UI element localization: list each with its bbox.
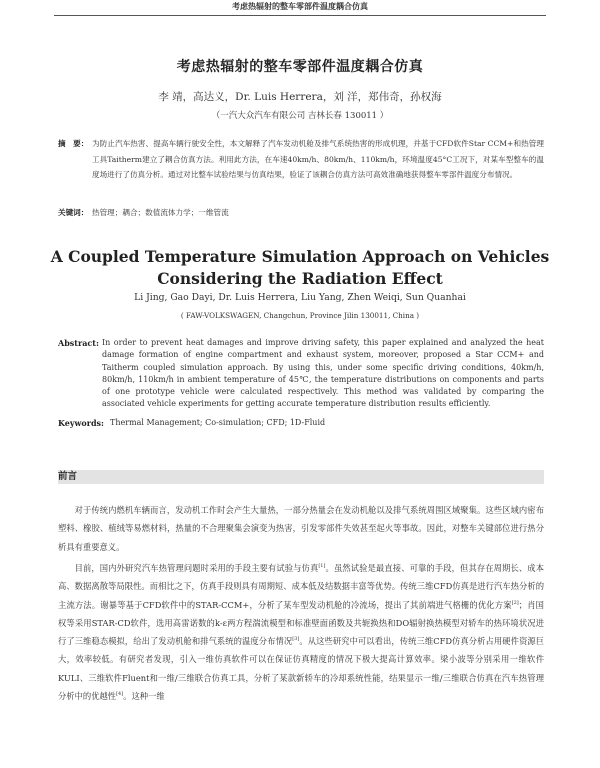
para2-segment-b: 。虽然试验是最直接、可靠的手段，但其存在周期长、成本高、数据离散等局限性。而相比之下，仿真手段则具有周期短、成本低及结数据丰富等优势。传统三维CFD仿真是进行汽车热分析的主流方法。谢暴等基于CFD软件中的STAR-CCM+，分析了某车型发动机舱的冷流场，提出了其前端进气格栅的优化方案	[58, 563, 544, 610]
chinese-keywords	[58, 205, 544, 221]
para2-segment-c: ；肖国权等采用STAR-CD软件，选用高雷诺数的k-ε两方程湍流模型和标准壁面函数及共轭换热和DO辐射换热模型对轿车的热环境状况进行了三维稳态模拟，给出了发动机舱和排气系统的温度分布情况	[58, 599, 544, 647]
english-abstract-label: Abstract:	[58, 338, 99, 348]
english-affiliation: ( FAW-VOLKSWAGEN, Changchun, Province Jilin 130011, China )	[180, 311, 420, 320]
para2-segment-a: 目前，国内外研究汽车热管理问题时采用的手段主要有试验与仿真	[74, 563, 319, 573]
english-abstract	[58, 337, 544, 411]
english-title-line2: Considering the Radiation Effect	[157, 269, 443, 288]
body-paragraph-1: 对于传统内燃机车辆而言，发动机工作时会产生大量热，一部分热量会在发动机舱以及排气系统周围区域聚集。这些区域内密布塑料、橡胶、植绒等易燃材料，热量的不合理聚集会演变为热害，引发零部件失效甚至起火等事故。因此，对整车关键部位进行热分析具有重要意义。	[58, 505, 544, 552]
running-header: 考虑热辐射的整车零部件温度耦合仿真	[232, 2, 368, 11]
english-authors: Li Jing, Gao Dayi, Dr. Luis Herrera, Liu Yang, Zhen Weiqi, Sun Quanhai	[134, 292, 466, 303]
chinese-authors: 李 靖，高达义，Dr. Luis Herrera，刘 洋，郑伟奇，孙权海	[158, 91, 442, 103]
citation-2[interactable]: [2]	[511, 599, 519, 606]
citation-3[interactable]: [3]	[292, 636, 300, 643]
para2-segment-d: 。从这些研究中可以看出，传统三维CFD仿真分析占用硬件资源巨大，效率较低。有研究者发现，引入一维仿真软件可以在保证仿真精度的情况下极大提高计算效率。梁小波等分别采用一维软件KULI、三维软件Fluent和一维/三维联合仿真工具，分析了某款新轿车的冷却系统性能，结果显示一维/三维联合仿真在汽车热管理分析中的优越性	[58, 636, 544, 702]
english-title-line1: A Coupled Temperature Simulation Approach on Vehicles	[50, 247, 550, 266]
english-keywords-text: Thermal Management; Co-simulation; CFD; 1D-Fluid	[110, 418, 326, 427]
english-keywords-label: Keywords:	[58, 418, 105, 428]
chinese-title: 考虑热辐射的整车零部件温度耦合仿真	[176, 59, 424, 75]
chinese-keywords-label: 关键词：	[58, 208, 89, 217]
chinese-keywords-text: 热管理；耦合；数值流体力学；一维管流	[92, 208, 229, 217]
chinese-abstract-text: 为防止汽车热害、提高车辆行驶安全性，本文解释了汽车发动机舱及排气系统热害的形成机理，并基于CFD软件Star CCM+和热管理工具Taitherm建立了耦合仿真方法。利用此方法，在车速40km/h、80km/h、110km/h，环境温度45°C工况下，对某车型整车的温度场进行了仿真分析。通过对比整车试验结果与仿真结果，验证了该耦合仿真方法可高效准确地获得整车零部件温度分布情况。	[92, 139, 544, 179]
english-title	[0, 246, 600, 290]
chinese-affiliation: （一汽大众汽车有限公司 吉林长春 130011 ）	[211, 111, 389, 121]
section-heading-introduction: 前言	[58, 470, 544, 484]
header-rule	[54, 15, 546, 16]
para2-segment-e: 。这种一维	[123, 691, 165, 702]
english-abstract-text: In order to prevent heat damages and improve driving safety, this paper explained and analyzed the heat damage formation of engine compartment and exhaust system, moreover, proposed a Star CCM+ and Taitherm coupled simulation approach. By using this, under some specific driving conditions, 40km/h, 80km/h, 110km/h in ambient temperature of 45℃, the temperature distributions on components and parts of one prototype vehicle were calculated respectively. This method was validated by comparing the associated vehicle experiments for getting accurate temperature distribution results efficiently.	[102, 338, 544, 409]
citation-1[interactable]: [1]	[318, 563, 326, 570]
english-keywords	[58, 417, 544, 429]
body-paragraph-2	[58, 559, 544, 705]
chinese-abstract-label: 摘 要：	[58, 139, 89, 148]
chinese-abstract	[58, 136, 544, 183]
citation-4[interactable]: [4]	[116, 691, 124, 698]
